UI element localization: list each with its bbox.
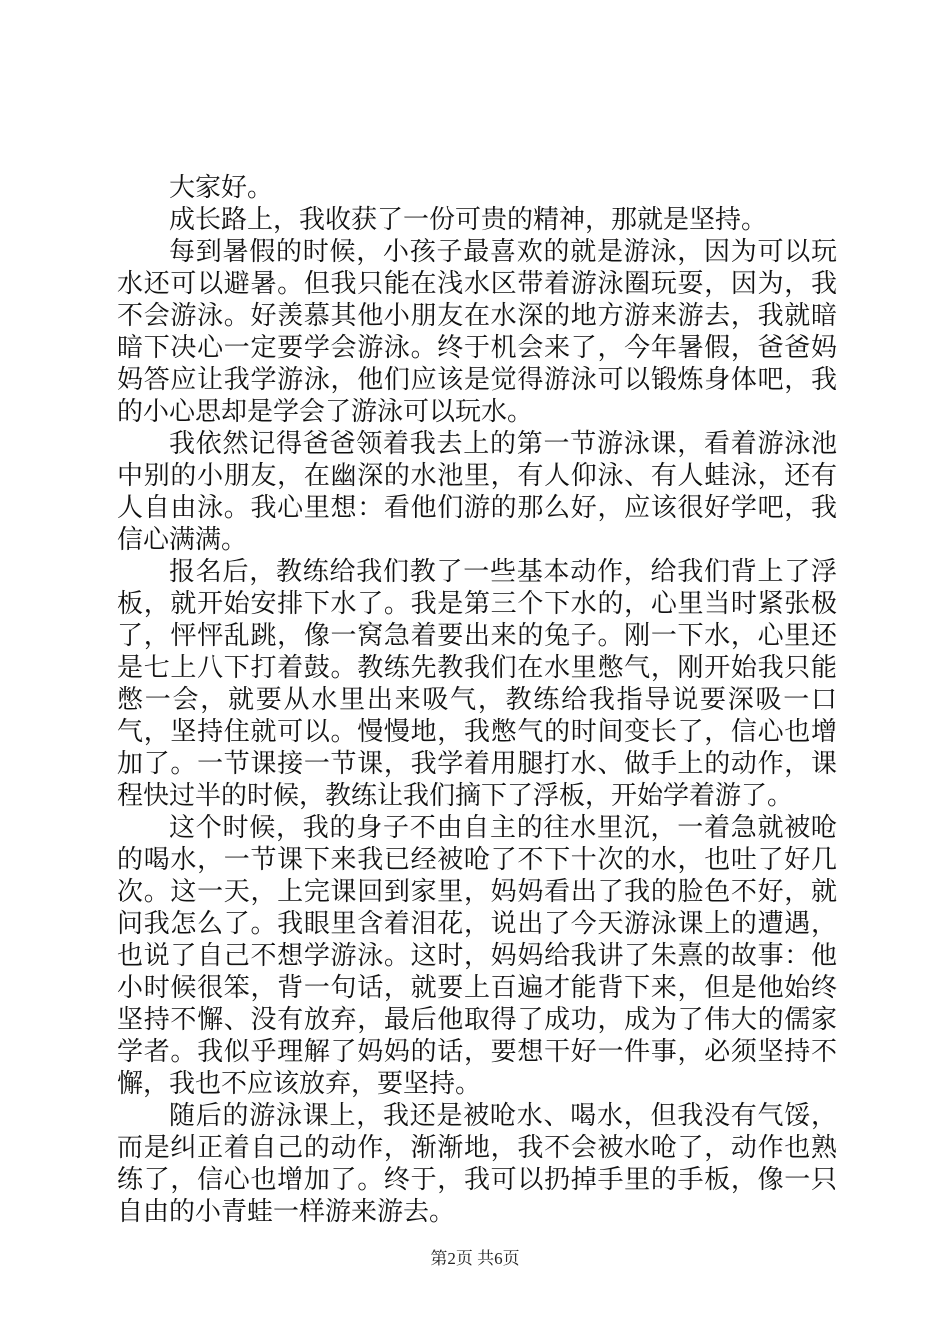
document-body [117,172,837,1228]
paragraph-greeting: 大家好。 [169,173,274,203]
page-footer: 第2页 共6页 [430,1249,520,1268]
paragraph-success: 随后的游泳课上，我还是被呛水、喝水，但我没有气馁，而是纠正着自己的动作，渐渐地，我不会被水呛了，动作也熟练了，信心也增加了。终于，我可以扔掉手里的手板，像一只自由的小青蛙一样游来游去。 [117,1101,837,1227]
paragraph-intro: 成长路上，我收获了一份可贵的精神，那就是坚持。 [169,205,768,235]
paragraph-training: 报名后，教练给我们教了一些基本动作，给我们背上了浮板，就开始安排下水了。我是第三个下水的，心里当时紧张极了，怦怦乱跳，像一窝急着要出来的兔子。刚一下水，心里还是七上八下打着鼓。教练先教我们在水里憋气，刚开始我只能憋一会，就要从水里出来吸气，教练给我指导说要深吸一口气，坚持住就可以。慢慢地，我憋气的时间变长了，信心也增加了。一节课接一节课，我学着用腿打水、做手上的动作，课程快过半的时候，教练让我们摘下了浮板，开始学着游了。 [117,557,837,811]
paragraph-struggle: 这个时候，我的身子不由自主的往水里沉，一着急就被呛的喝水，一节课下来我已经被呛了不下十次的水，也吐了好几次。这一天，上完课回到家里，妈妈看出了我的脸色不好，就问我怎么了。我眼里含着泪花，说出了今天游泳课上的遭遇，也说了自己不想学游泳。这时，妈妈给我讲了朱熹的故事：他小时候很笨，背一句话，就要上百遍才能背下来，但是他始终坚持不懈、没有放弃，最后他取得了成功，成为了伟大的儒家学者。我似乎理解了妈妈的话，要想干好一件事，必须坚持不懈，我也不应该放弃，要坚持。 [117,813,837,1099]
paragraph-summer: 每到暑假的时候，小孩子最喜欢的就是游泳，因为可以玩水还可以避暑。但我只能在浅水区带着游泳圈玩耍，因为，我不会游泳。好羡慕其他小朋友在水深的地方游来游去，我就暗暗下决心一定要学会游泳。终于机会来了，今年暑假，爸爸妈妈答应让我学游泳，他们应该是觉得游泳可以锻炼身体吧，我的小心思却是学会了游泳可以玩水。 [117,237,837,427]
paragraph-first-lesson: 我依然记得爸爸领着我去上的第一节游泳课，看着游泳池中别的小朋友，在幽深的水池里，有人仰泳、有人蛙泳，还有人自由泳。我心里想：看他们游的那么好，应该很好学吧，我信心满满。 [117,429,837,555]
